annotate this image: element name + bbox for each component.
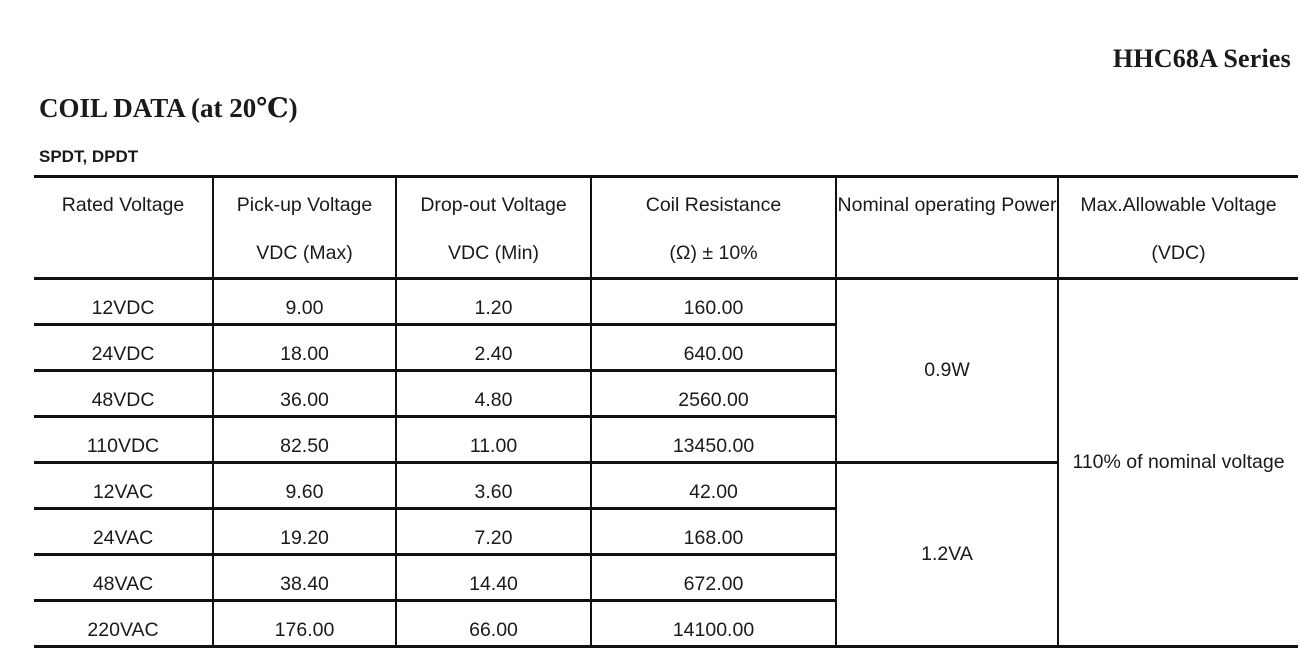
table-row bbox=[34, 279, 1298, 325]
header-line: (VDC) bbox=[1151, 242, 1206, 264]
header-max-allowable-voltage bbox=[1058, 177, 1298, 279]
cell-dropout-voltage: 1.20 bbox=[396, 279, 591, 325]
cell-pickup-voltage: 38.40 bbox=[213, 555, 396, 601]
cell-pickup-voltage: 18.00 bbox=[213, 325, 396, 371]
cell-rated-voltage: 220VAC bbox=[34, 601, 213, 647]
cell-nominal-power-dc: 0.9W bbox=[836, 279, 1058, 463]
cell-dropout-voltage: 66.00 bbox=[396, 601, 591, 647]
cell-coil-resistance: 2560.00 bbox=[591, 371, 836, 417]
header-line: Drop-out Voltage bbox=[420, 194, 567, 216]
cell-dropout-voltage: 14.40 bbox=[396, 555, 591, 601]
cell-pickup-voltage: 9.00 bbox=[213, 279, 396, 325]
cell-pickup-voltage: 19.20 bbox=[213, 509, 396, 555]
header-dropout-voltage bbox=[396, 177, 591, 279]
cell-rated-voltage: 48VDC bbox=[34, 371, 213, 417]
cell-pickup-voltage: 176.00 bbox=[213, 601, 396, 647]
header-pickup-voltage bbox=[213, 177, 396, 279]
cell-nominal-power-ac: 1.2VA bbox=[836, 463, 1058, 647]
cell-coil-resistance: 42.00 bbox=[591, 463, 836, 509]
cell-rated-voltage: 12VDC bbox=[34, 279, 213, 325]
section-title: COIL DATA (at 20℃) bbox=[39, 93, 298, 123]
cell-pickup-voltage: 36.00 bbox=[213, 371, 396, 417]
cell-coil-resistance: 168.00 bbox=[591, 509, 836, 555]
series-title: HHC68A Series bbox=[1112, 44, 1291, 73]
header-line: Nominal operating Power bbox=[837, 194, 1057, 216]
cell-coil-resistance: 160.00 bbox=[591, 279, 836, 325]
header-nominal-power bbox=[836, 177, 1058, 279]
cell-coil-resistance: 13450.00 bbox=[591, 417, 836, 463]
header-line: VDC (Max) bbox=[256, 242, 353, 264]
contact-form-subtitle: SPDT, DPDT bbox=[39, 147, 139, 166]
cell-pickup-voltage: 82.50 bbox=[213, 417, 396, 463]
header-line: VDC (Min) bbox=[448, 242, 539, 264]
header-coil-resistance bbox=[591, 177, 836, 279]
coil-data-table bbox=[34, 175, 1298, 648]
cell-dropout-voltage: 4.80 bbox=[396, 371, 591, 417]
cell-rated-voltage: 24VDC bbox=[34, 325, 213, 371]
cell-pickup-voltage: 9.60 bbox=[213, 463, 396, 509]
cell-coil-resistance: 672.00 bbox=[591, 555, 836, 601]
cell-rated-voltage: 110VDC bbox=[34, 417, 213, 463]
cell-rated-voltage: 24VAC bbox=[34, 509, 213, 555]
header-line: Pick-up Voltage bbox=[236, 194, 373, 216]
cell-dropout-voltage: 11.00 bbox=[396, 417, 591, 463]
cell-rated-voltage: 48VAC bbox=[34, 555, 213, 601]
header-line: Max.Allowable Voltage bbox=[1080, 194, 1277, 216]
table-header-row bbox=[34, 177, 1298, 279]
header-rated-voltage bbox=[34, 177, 213, 279]
header-line: Rated Voltage bbox=[61, 194, 185, 216]
header-line: (Ω) ± 10% bbox=[669, 242, 758, 264]
header-line: Coil Resistance bbox=[645, 194, 782, 216]
cell-dropout-voltage: 7.20 bbox=[396, 509, 591, 555]
cell-coil-resistance: 640.00 bbox=[591, 325, 836, 371]
cell-max-allowable-voltage: 110% of nominal voltage bbox=[1058, 279, 1298, 647]
cell-dropout-voltage: 3.60 bbox=[396, 463, 591, 509]
cell-rated-voltage: 12VAC bbox=[34, 463, 213, 509]
cell-dropout-voltage: 2.40 bbox=[396, 325, 591, 371]
cell-coil-resistance: 14100.00 bbox=[591, 601, 836, 647]
